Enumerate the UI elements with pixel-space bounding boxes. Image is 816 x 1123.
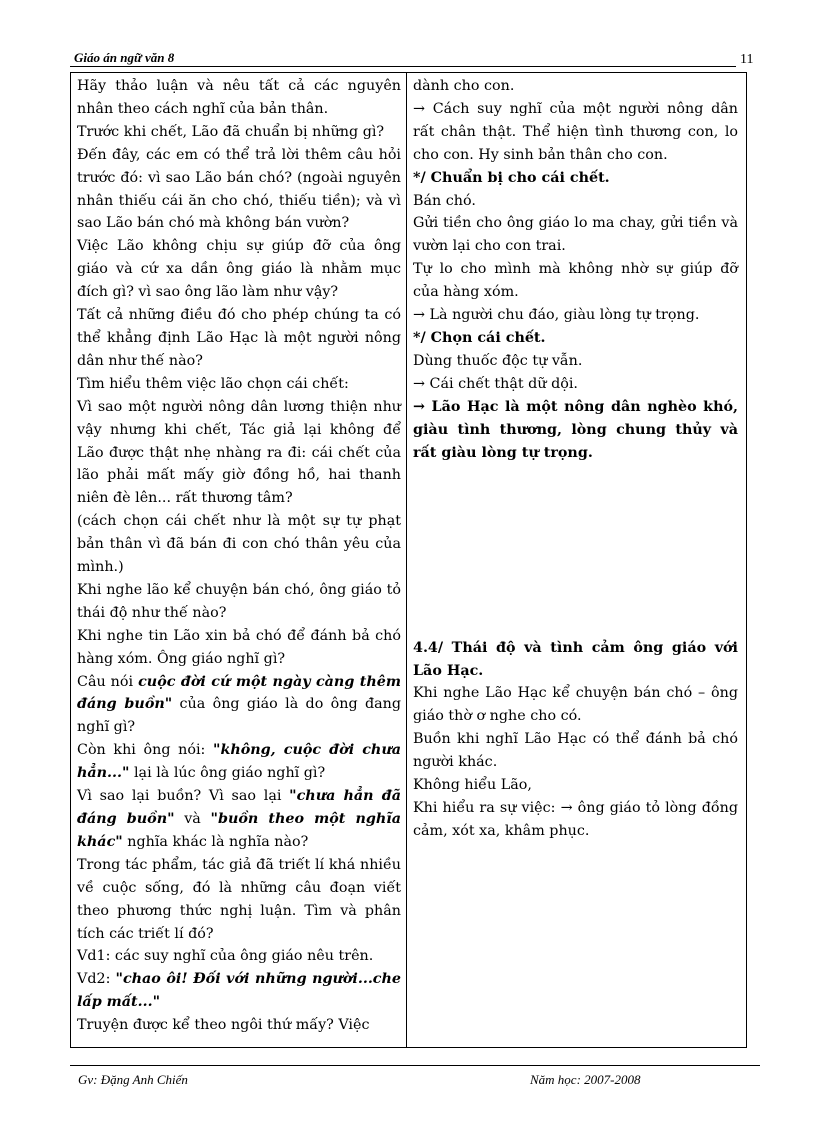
left-paragraph: Trước khi chết, Lão đã chuẩn bị những gì? xyxy=(77,123,385,140)
left-paragraph: Việc Lão không chịu sự giúp đỡ của ông giáo và cứ xa dần ông giáo là nhằm mục đích gì? vì sao ông lão làm như vậy? xyxy=(77,238,401,301)
plain-text: và xyxy=(174,811,211,827)
plain-text: Vd2: xyxy=(77,971,116,988)
quoted-text: "chưa hẳn đã đáng buồn" xyxy=(77,788,401,827)
blank-line xyxy=(413,602,738,625)
blank-line xyxy=(413,533,738,556)
quoted-text: "buồn theo một nghĩa khác" xyxy=(77,811,401,850)
right-paragraph: Bán chó. xyxy=(413,192,476,209)
right-paragraph: Buồn khi nghĩ Lão Hạc có thể đánh bả chó người khác. xyxy=(413,731,738,771)
quoted-text: cuộc đời cứ một ngày càng thêm đáng buồn" xyxy=(77,673,401,713)
student-content-column xyxy=(413,75,738,843)
left-paragraph: Vd1: các suy nghĩ của ông giáo nêu trên. xyxy=(77,948,374,965)
right-paragraph: dành cho con. xyxy=(413,78,515,94)
header-rule xyxy=(70,66,736,67)
teacher-activity-column xyxy=(77,75,401,1037)
right-paragraph: Tự lo cho mình mà không nhờ sự giúp đỡ của hàng xóm. xyxy=(413,261,738,301)
blank-line xyxy=(413,579,738,602)
blank-line xyxy=(413,556,738,579)
left-paragraph: (cách chọn cái chết như là một sự tự phạt bản thân vì đã bán đi con chó thân yêu của mình.) xyxy=(77,513,401,576)
blank-line xyxy=(413,464,738,487)
right-paragraph: → Cái chết thật dữ dội. xyxy=(413,375,578,392)
quoted-text: "chao ôi! Đối với những người...che lấp mất..." xyxy=(77,971,401,1011)
plain-text: Câu nói xyxy=(77,673,139,690)
right-paragraph: → Cách suy nghĩ của một người nông dân rất chân thật. Thể hiện tình thương con, lo cho con. Hy sinh bản thân cho con. xyxy=(413,100,738,163)
blank-gap xyxy=(413,625,738,637)
lesson-table xyxy=(70,72,747,1048)
plain-text: Còn khi ông nói: xyxy=(77,742,213,759)
column-divider xyxy=(406,73,407,1047)
left-paragraph: Truyện được kể theo ngôi thứ mấy? Việc xyxy=(77,1017,370,1034)
left-paragraph: Đến đây, các em có thể trả lời thêm câu hỏi trước đó: vì sao Lão bán chó? (ngoài nguyên nhân thiếu cái ăn cho chó, thiếu tiền); và vì sao Lão bán chó mà không bán vườn? xyxy=(77,146,401,232)
left-paragraph xyxy=(77,785,401,854)
teacher-name: Gv: Đặng Anh Chiến xyxy=(78,1072,188,1087)
blank-line xyxy=(413,510,738,533)
right-paragraph: Không hiểu Lão, xyxy=(413,777,532,794)
section-heading: */ Chọn cái chết. xyxy=(413,329,546,346)
plain-text: lại là lúc ông giáo nghĩ gì? xyxy=(129,765,326,782)
left-paragraph: Tìm hiểu thêm việc lão chọn cái chết: xyxy=(77,375,349,392)
school-year: Năm học: 2007-2008 xyxy=(530,1072,641,1087)
quoted-text: "không, cuộc đời chưa hẳn..." xyxy=(77,742,401,782)
left-paragraph xyxy=(77,968,401,1014)
left-paragraph: Vì sao một người nông dân lương thiện như vậy nhưng khi chết, Tác giả lại không để Lão được thật nhẹ nhàng ra đi: cái chết của lão phải mất mấy giờ đồng hồ, hai thanh niên đè lên... rất thương tâm? xyxy=(77,398,401,507)
plain-text: Vì sao lại buồn? Vì sao lại xyxy=(77,788,290,805)
left-paragraph: Hãy thảo luận và nêu tất cả các nguyên nhân theo cách nghĩ của bản thân. xyxy=(77,78,401,117)
footer-rule xyxy=(70,1065,760,1066)
left-paragraph: Tất cả những điều đó cho phép chúng ta có thể khẳng định Lão Hạc là một người nông dân như thế nào? xyxy=(77,307,401,369)
left-paragraph: Trong tác phẩm, tác giả đã triết lí khá nhiều về cuộc sống, đó là những câu đoạn viết theo phương thức nghị luận. Tìm và phân tích các triết lí đó? xyxy=(77,856,401,942)
right-paragraph: Dùng thuốc độc tự vẫn. xyxy=(413,352,583,369)
right-paragraph: → Là người chu đáo, giàu lòng tự trọng. xyxy=(413,307,700,324)
left-paragraph: Khi nghe tin Lão xin bả chó để đánh bả chó hàng xóm. Ông giáo nghĩ gì? xyxy=(77,627,401,667)
right-paragraph: Khi hiểu ra sự việc: → ông giáo tỏ lòng đồng cảm, xót xa, khâm phục. xyxy=(413,799,738,839)
left-paragraph xyxy=(77,739,401,785)
section-heading: */ Chuẩn bị cho cái chết. xyxy=(413,169,610,186)
left-paragraph xyxy=(77,671,401,740)
conclusion-paragraph: → Lão Hạc là một nông dân nghèo khó, giàu tình thương, lòng chung thủy và rất giàu lòng tự trọng. xyxy=(413,398,738,461)
section-heading: 4.4/ Thái độ và tình cảm ông giáo với Lão Hạc. xyxy=(413,639,738,679)
right-paragraph: Gửi tiền cho ông giáo lo ma chay, gửi tiền và vườn lại cho con trai. xyxy=(413,215,738,255)
plain-text: nghĩa khác là nghĩa nào? xyxy=(122,833,309,850)
plain-text: của ông giáo là do ông đang nghĩ gì? xyxy=(77,696,401,736)
document-title: Giáo án ngữ văn 8 xyxy=(74,50,175,65)
right-paragraph: Khi nghe Lão Hạc kể chuyện bán chó – ông giáo thờ ơ nghe cho có. xyxy=(413,685,738,725)
left-paragraph: Khi nghe lão kể chuyện bán chó, ông giáo tỏ thái độ như thế nào? xyxy=(77,581,401,621)
blank-line xyxy=(413,487,738,510)
page-number: 11 xyxy=(740,52,754,67)
